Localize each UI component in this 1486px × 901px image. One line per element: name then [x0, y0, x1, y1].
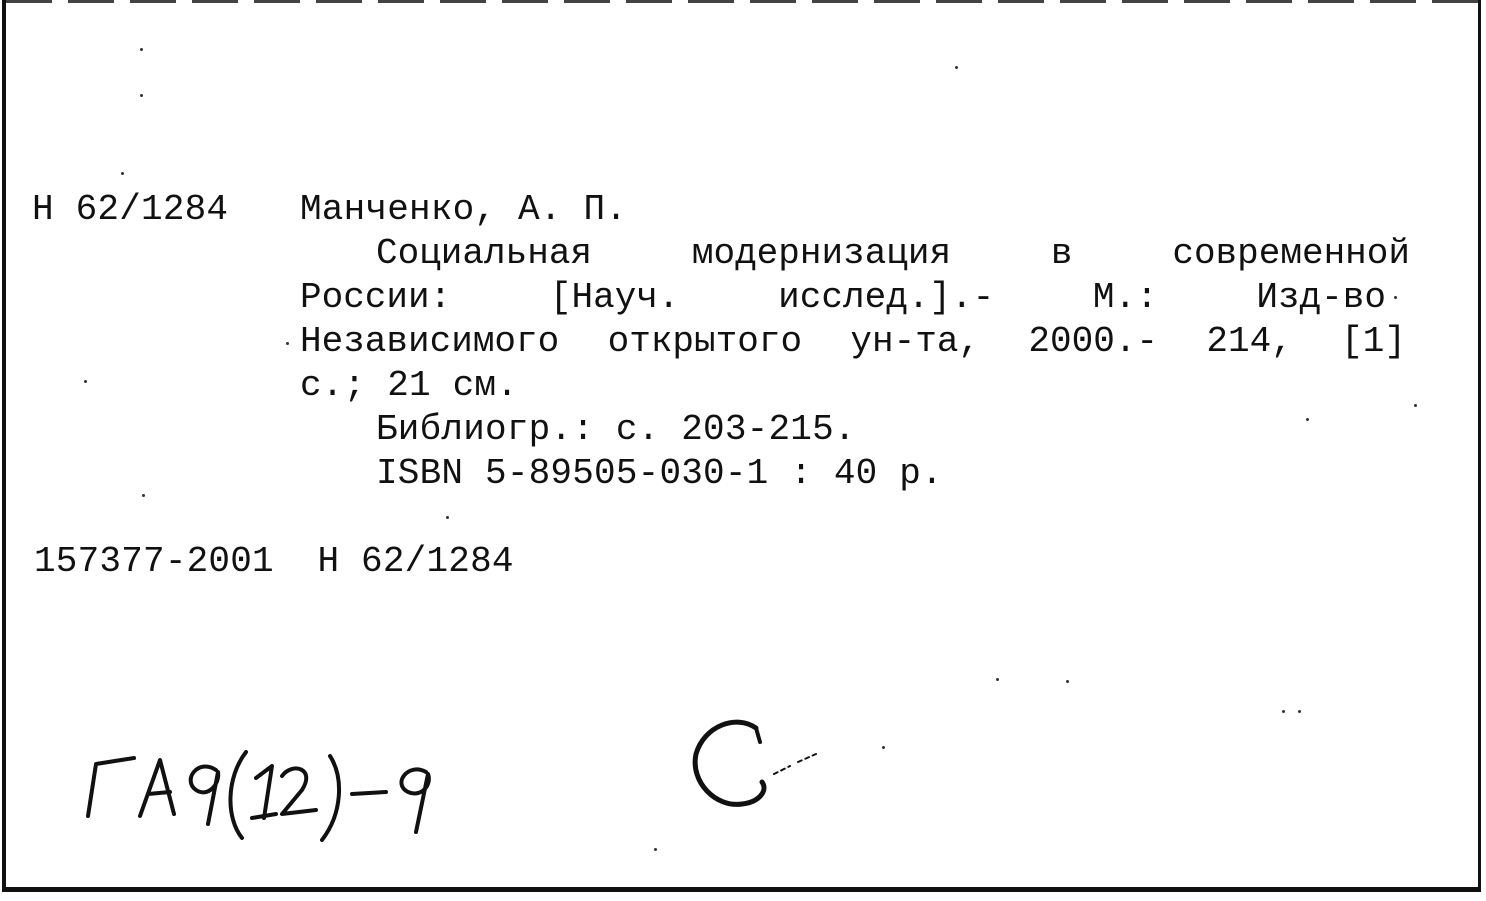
bibliography-note: Библиогр.: с. 203-215. [376, 409, 856, 450]
catalog-card [2, 0, 1481, 892]
title-word: в [1050, 233, 1073, 274]
scan-speck [140, 94, 143, 97]
title-word: современной [1172, 233, 1410, 274]
scan-speck [140, 48, 143, 51]
title-word: Независимого [300, 321, 560, 362]
title-word: Изд-во [1256, 277, 1386, 318]
scan-speck [882, 746, 885, 749]
card-top-edge [6, 0, 1478, 3]
scan-speck [286, 342, 289, 345]
scan-speck [1298, 710, 1301, 713]
title-line-2 [300, 276, 1386, 320]
scan-speck [1414, 404, 1417, 407]
scan-speck [654, 848, 657, 851]
scan-speck [1306, 418, 1309, 421]
scan-speck [84, 380, 87, 383]
title-word: исслед.].- [778, 277, 995, 318]
handwritten-classification [76, 728, 496, 868]
scan-speck [1066, 680, 1069, 683]
author-heading: Манченко, А. П. [300, 189, 628, 230]
title-line-1 [376, 232, 1410, 276]
scan-speck [1394, 296, 1397, 299]
title-line-3 [300, 320, 1406, 364]
title-word: ун-та, [850, 321, 981, 362]
scan-speck [446, 516, 449, 519]
title-word: М.: [1092, 277, 1158, 318]
scan-speck [955, 66, 958, 69]
handwritten-circle-mark [686, 708, 836, 818]
scan-speck [1282, 710, 1285, 713]
scan-speck [142, 494, 145, 497]
scan-speck [996, 678, 999, 681]
extent-line: с.; 21 см. [300, 365, 519, 406]
title-word: 2000.- [1028, 321, 1159, 362]
title-word: открытого [607, 321, 803, 362]
title-word: [Науч. [549, 277, 680, 318]
title-word: модернизация [691, 233, 952, 274]
title-word: 214, [1206, 321, 1293, 362]
title-word: [1] [1341, 321, 1406, 362]
shelfmark: Н 62/1284 [32, 189, 229, 230]
scan-speck [121, 172, 124, 175]
accession-number: 157377-2001 Н 62/1284 [34, 541, 514, 582]
title-word: Социальная [376, 233, 593, 274]
isbn-price: ISBN 5-89505-030-1 : 40 р. [376, 453, 943, 494]
title-word: России: [300, 277, 452, 318]
